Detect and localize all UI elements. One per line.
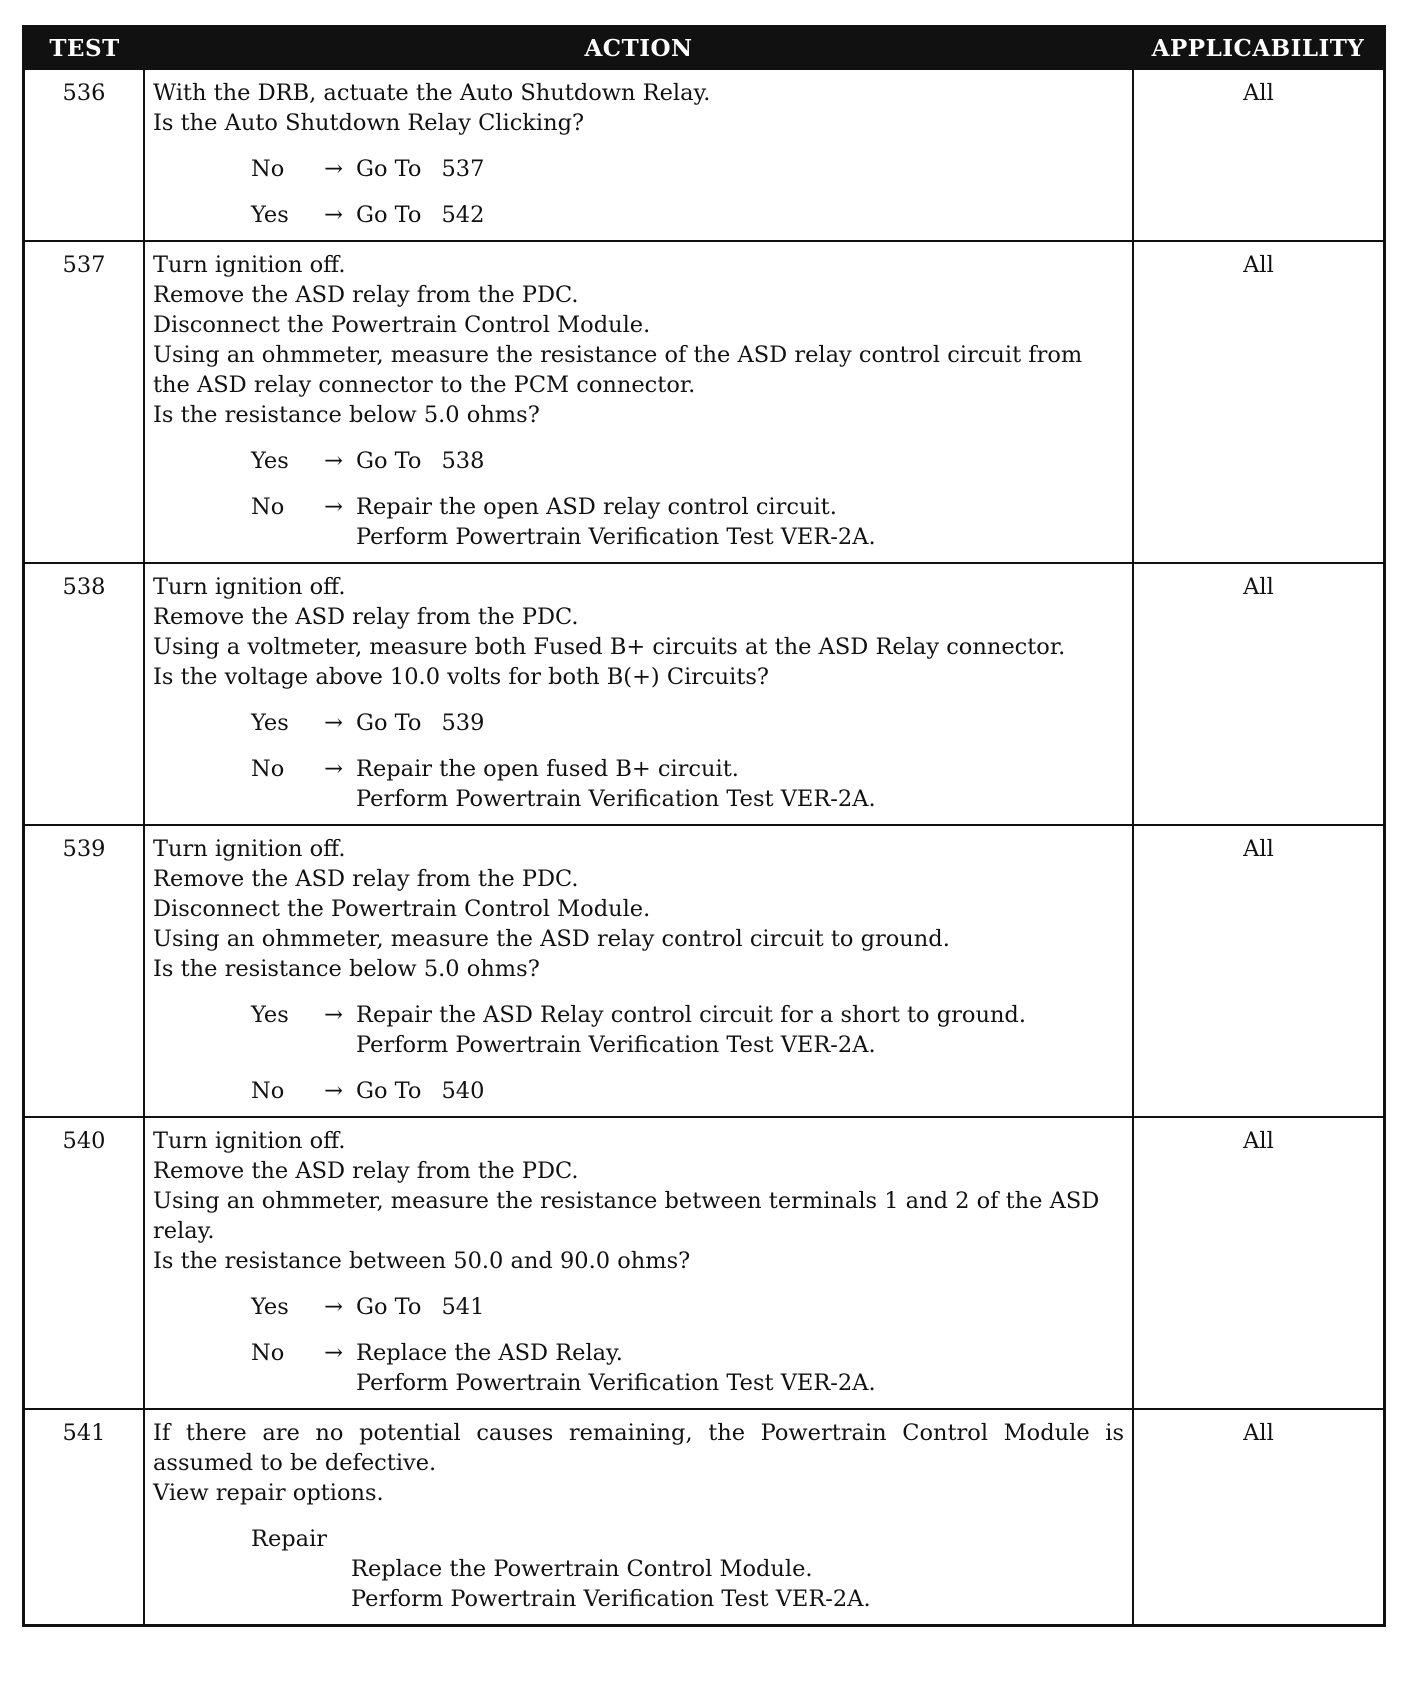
answer-label: No bbox=[251, 156, 285, 182]
branch-no bbox=[153, 154, 1124, 184]
header-test: TEST bbox=[25, 28, 144, 69]
table-row bbox=[25, 563, 1383, 825]
answer-label: Yes bbox=[251, 1002, 289, 1028]
repair-options bbox=[153, 1524, 1124, 1614]
action-step: Turn ignition off. bbox=[153, 1128, 346, 1154]
branch-yes bbox=[153, 446, 1124, 476]
action-step: Using a voltmeter, measure both Fused B+ circuits at the ASD Relay connector. bbox=[153, 634, 1066, 660]
table-row bbox=[25, 825, 1383, 1117]
action-step: Turn ignition off. bbox=[153, 252, 346, 278]
header-action: ACTION bbox=[144, 28, 1133, 69]
action-step: Turn ignition off. bbox=[153, 836, 346, 862]
applicability-value: All bbox=[1133, 563, 1383, 825]
branch-result bbox=[356, 1076, 1124, 1106]
branch-result bbox=[356, 754, 1124, 814]
branch-no bbox=[153, 754, 1124, 814]
repair-instruction: Repair the open ASD relay control circuit. bbox=[356, 494, 837, 520]
branch-no bbox=[153, 1076, 1124, 1106]
test-number: 539 bbox=[25, 825, 144, 1117]
repair-instruction: Repair the ASD Relay control circuit for a short to ground. bbox=[356, 1002, 1026, 1028]
branch-result bbox=[356, 492, 1124, 552]
branch-result bbox=[356, 154, 1124, 184]
answer-label: No bbox=[251, 1340, 285, 1366]
goto-target: 542 bbox=[441, 202, 485, 228]
action-question: Is the resistance below 5.0 ohms? bbox=[153, 956, 540, 982]
branch-result bbox=[356, 446, 1124, 476]
action-step: Using an ohmmeter, measure the resistance between terminals 1 and 2 of the ASD relay. bbox=[153, 1188, 1100, 1244]
right-arrow-icon: → bbox=[324, 1294, 343, 1320]
header-applicability: APPLICABILITY bbox=[1133, 28, 1383, 69]
right-arrow-icon: → bbox=[324, 756, 343, 782]
action-cell bbox=[144, 825, 1133, 1117]
branch-result bbox=[356, 1000, 1124, 1060]
table-row bbox=[25, 1117, 1383, 1409]
goto-target: 537 bbox=[441, 156, 485, 182]
right-arrow-icon: → bbox=[324, 202, 343, 228]
goto-target: 541 bbox=[441, 1294, 485, 1320]
goto-target: 538 bbox=[441, 448, 485, 474]
answer-label: Yes bbox=[251, 448, 289, 474]
right-arrow-icon: → bbox=[324, 1002, 343, 1028]
action-question: Is the resistance between 50.0 and 90.0 ohms? bbox=[153, 1248, 691, 1274]
action-step: Remove the ASD relay from the PDC. bbox=[153, 282, 579, 308]
answer-label: No bbox=[251, 756, 285, 782]
applicability-value: All bbox=[1133, 1117, 1383, 1409]
answer-label: Yes bbox=[251, 202, 289, 228]
right-arrow-icon: → bbox=[324, 1340, 343, 1366]
right-arrow-icon: → bbox=[324, 494, 343, 520]
action-cell bbox=[144, 1409, 1133, 1624]
branch-yes bbox=[153, 1292, 1124, 1322]
action-cell bbox=[144, 563, 1133, 825]
repair-instruction: Replace the ASD Relay. bbox=[356, 1340, 623, 1366]
branch-result bbox=[356, 200, 1124, 230]
action-question: Is the voltage above 10.0 volts for both B(+) Circuits? bbox=[153, 664, 769, 690]
goto-label: Go To bbox=[356, 448, 422, 474]
goto-target: 539 bbox=[441, 710, 485, 736]
applicability-value: All bbox=[1133, 1409, 1383, 1624]
goto-label: Go To bbox=[356, 202, 422, 228]
action-cell bbox=[144, 1117, 1133, 1409]
answer-label: Yes bbox=[251, 710, 289, 736]
action-step: View repair options. bbox=[153, 1480, 384, 1506]
action-step: Disconnect the Powertrain Control Module. bbox=[153, 312, 651, 338]
action-step: If there are no potential causes remaining, the Powertrain Control Module is assumed to be defective. bbox=[153, 1420, 1124, 1476]
action-step: Turn ignition off. bbox=[153, 574, 346, 600]
table-row bbox=[25, 241, 1383, 563]
repair-steps bbox=[251, 1554, 1124, 1614]
branch-result bbox=[356, 1292, 1124, 1322]
goto-label: Go To bbox=[356, 710, 422, 736]
goto-label: Go To bbox=[356, 156, 422, 182]
right-arrow-icon: → bbox=[324, 156, 343, 182]
answer-label: Yes bbox=[251, 1294, 289, 1320]
answer-label: No bbox=[251, 494, 285, 520]
answer-label: No bbox=[251, 1078, 285, 1104]
action-step: Using an ohmmeter, measure the resistance of the ASD relay control circuit from the ASD relay connector to the PCM connector. bbox=[153, 342, 1083, 398]
verification-instruction: Perform Powertrain Verification Test VER-2A. bbox=[356, 786, 876, 812]
test-table bbox=[25, 28, 1383, 1624]
diagnostic-table bbox=[22, 25, 1386, 1627]
goto-label: Go To bbox=[356, 1078, 422, 1104]
branch-yes bbox=[153, 200, 1124, 230]
right-arrow-icon: → bbox=[324, 448, 343, 474]
repair-instruction: Replace the Powertrain Control Module. bbox=[351, 1556, 813, 1582]
action-step: Remove the ASD relay from the PDC. bbox=[153, 866, 579, 892]
branch-no bbox=[153, 1338, 1124, 1398]
action-step: With the DRB, actuate the Auto Shutdown Relay. bbox=[153, 80, 711, 106]
header-row bbox=[25, 28, 1383, 69]
action-question: Is the Auto Shutdown Relay Clicking? bbox=[153, 110, 585, 136]
goto-target: 540 bbox=[441, 1078, 485, 1104]
right-arrow-icon: → bbox=[324, 1078, 343, 1104]
branch-no bbox=[153, 492, 1124, 552]
table-row bbox=[25, 1409, 1383, 1624]
branch-result bbox=[356, 708, 1124, 738]
verification-instruction: Perform Powertrain Verification Test VER-2A. bbox=[356, 1370, 876, 1396]
branch-yes bbox=[153, 708, 1124, 738]
branch-result bbox=[356, 1338, 1124, 1398]
action-cell bbox=[144, 69, 1133, 241]
test-number: 536 bbox=[25, 69, 144, 241]
goto-label: Go To bbox=[356, 1294, 422, 1320]
repair-label: Repair bbox=[251, 1526, 328, 1552]
repair-instruction: Repair the open fused B+ circuit. bbox=[356, 756, 739, 782]
action-step: Remove the ASD relay from the PDC. bbox=[153, 604, 579, 630]
applicability-value: All bbox=[1133, 241, 1383, 563]
action-question: Is the resistance below 5.0 ohms? bbox=[153, 402, 540, 428]
test-number: 541 bbox=[25, 1409, 144, 1624]
branch-yes bbox=[153, 1000, 1124, 1060]
test-number: 538 bbox=[25, 563, 144, 825]
test-number: 540 bbox=[25, 1117, 144, 1409]
verification-instruction: Perform Powertrain Verification Test VER-2A. bbox=[356, 1032, 876, 1058]
action-step: Remove the ASD relay from the PDC. bbox=[153, 1158, 579, 1184]
applicability-value: All bbox=[1133, 825, 1383, 1117]
right-arrow-icon: → bbox=[324, 710, 343, 736]
applicability-value: All bbox=[1133, 69, 1383, 241]
action-cell bbox=[144, 241, 1133, 563]
action-step: Using an ohmmeter, measure the ASD relay control circuit to ground. bbox=[153, 926, 950, 952]
verification-instruction: Perform Powertrain Verification Test VER-2A. bbox=[351, 1586, 871, 1612]
action-step: Disconnect the Powertrain Control Module. bbox=[153, 896, 651, 922]
table-row bbox=[25, 69, 1383, 241]
verification-instruction: Perform Powertrain Verification Test VER-2A. bbox=[356, 524, 876, 550]
test-number: 537 bbox=[25, 241, 144, 563]
